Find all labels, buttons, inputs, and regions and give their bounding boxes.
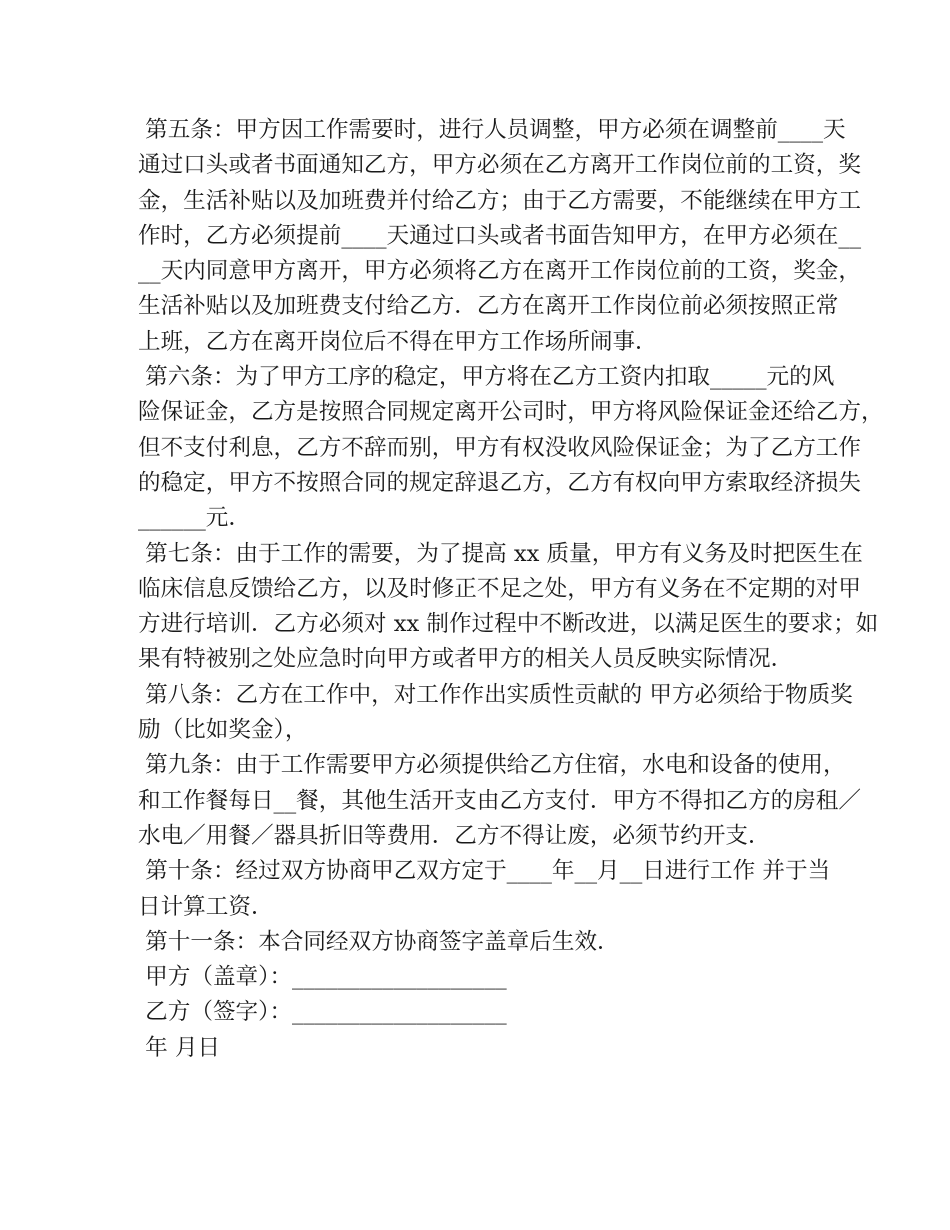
text-line: 的稳定，甲方不按照合同的规定辞退乙方，乙方有权向甲方索取经济损失 bbox=[138, 469, 861, 496]
text-line: 水电／用餐／器具折旧等费用．乙方不得让废，必须节约开支． bbox=[138, 822, 771, 849]
text-line: 方进行培训．乙方必须对 xx 制作过程中不断改进，以满足医生的要求；如 bbox=[138, 611, 879, 638]
text-line: 但不支付利息，乙方不辞而别，甲方有权没收风险保证金；为了乙方工作 bbox=[138, 434, 861, 461]
text-line: 第九条：由于工作需要甲方必须提供给乙方住宿，水电和设备的使用， bbox=[138, 752, 846, 779]
text-line: ______元． bbox=[138, 505, 251, 532]
contract-body bbox=[138, 113, 884, 1066]
text-line: 生活补贴以及加班费支付给乙方．乙方在离开工作岗位前必须按照正常 bbox=[138, 293, 839, 320]
text-line: 第八条：乙方在工作中，对工作作出实质性贡献的 甲方必须给于物质奖 bbox=[138, 681, 853, 708]
text-line: 第十一条：本合同经双方协商签字盖章后生效． bbox=[138, 928, 620, 955]
text-line: 第七条：由于工作的需要，为了提高 xx 质量，甲方有义务及时把医生在 bbox=[138, 540, 863, 567]
text-line: __天内同意甲方离开，甲方必须将乙方在离开工作岗位前的工资，奖金， bbox=[138, 258, 861, 285]
text-line: 临床信息反馈给乙方，以及时修正不足之处，甲方有义务在不定期的对甲 bbox=[138, 575, 861, 602]
text-line: 作时，乙方必须提前____天通过口头或者书面告知甲方，在甲方必须在__ bbox=[138, 222, 861, 249]
text-line: 通过口头或者书面通知乙方，甲方必须在乙方离开工作岗位前的工资，奖 bbox=[138, 152, 861, 179]
text-line: 第五条：甲方因工作需要时，进行人员调整，甲方必须在调整前____天 bbox=[138, 117, 846, 143]
text-line: 上班，乙方在离开岗位后不得在甲方工作场所闹事． bbox=[138, 328, 658, 355]
text-line: 和工作餐每日__餐，其他生活开支由乙方支付．甲方不得扣乙方的房租／ bbox=[138, 787, 861, 814]
text-line: 第十条：经过双方协商甲乙双方定于____年__月__日进行工作 并于当 bbox=[138, 858, 831, 885]
text-line: 励（比如奖金）， bbox=[138, 717, 308, 744]
text-line: 日计算工资． bbox=[138, 893, 274, 920]
text-line: 金，生活补贴以及加班费并付给乙方；由于乙方需要，不能继续在甲方工 bbox=[138, 187, 861, 214]
text-line: 第六条：为了甲方工序的稳定，甲方将在乙方工资内扣取_____元的风 bbox=[138, 364, 835, 391]
text-line: 果有特被别之处应急时向甲方或者甲方的相关人员反映实际情况． bbox=[138, 646, 794, 673]
signature-line-party-b: 乙方（签字）：___________________ bbox=[138, 999, 507, 1026]
signature-line-party-a: 甲方（盖章）：___________________ bbox=[138, 964, 507, 991]
text-line: 险保证金，乙方是按照合同规定离开公司时，甲方将风险保证金还给乙方， bbox=[138, 399, 884, 426]
date-line: 年 月日 bbox=[138, 1034, 221, 1061]
